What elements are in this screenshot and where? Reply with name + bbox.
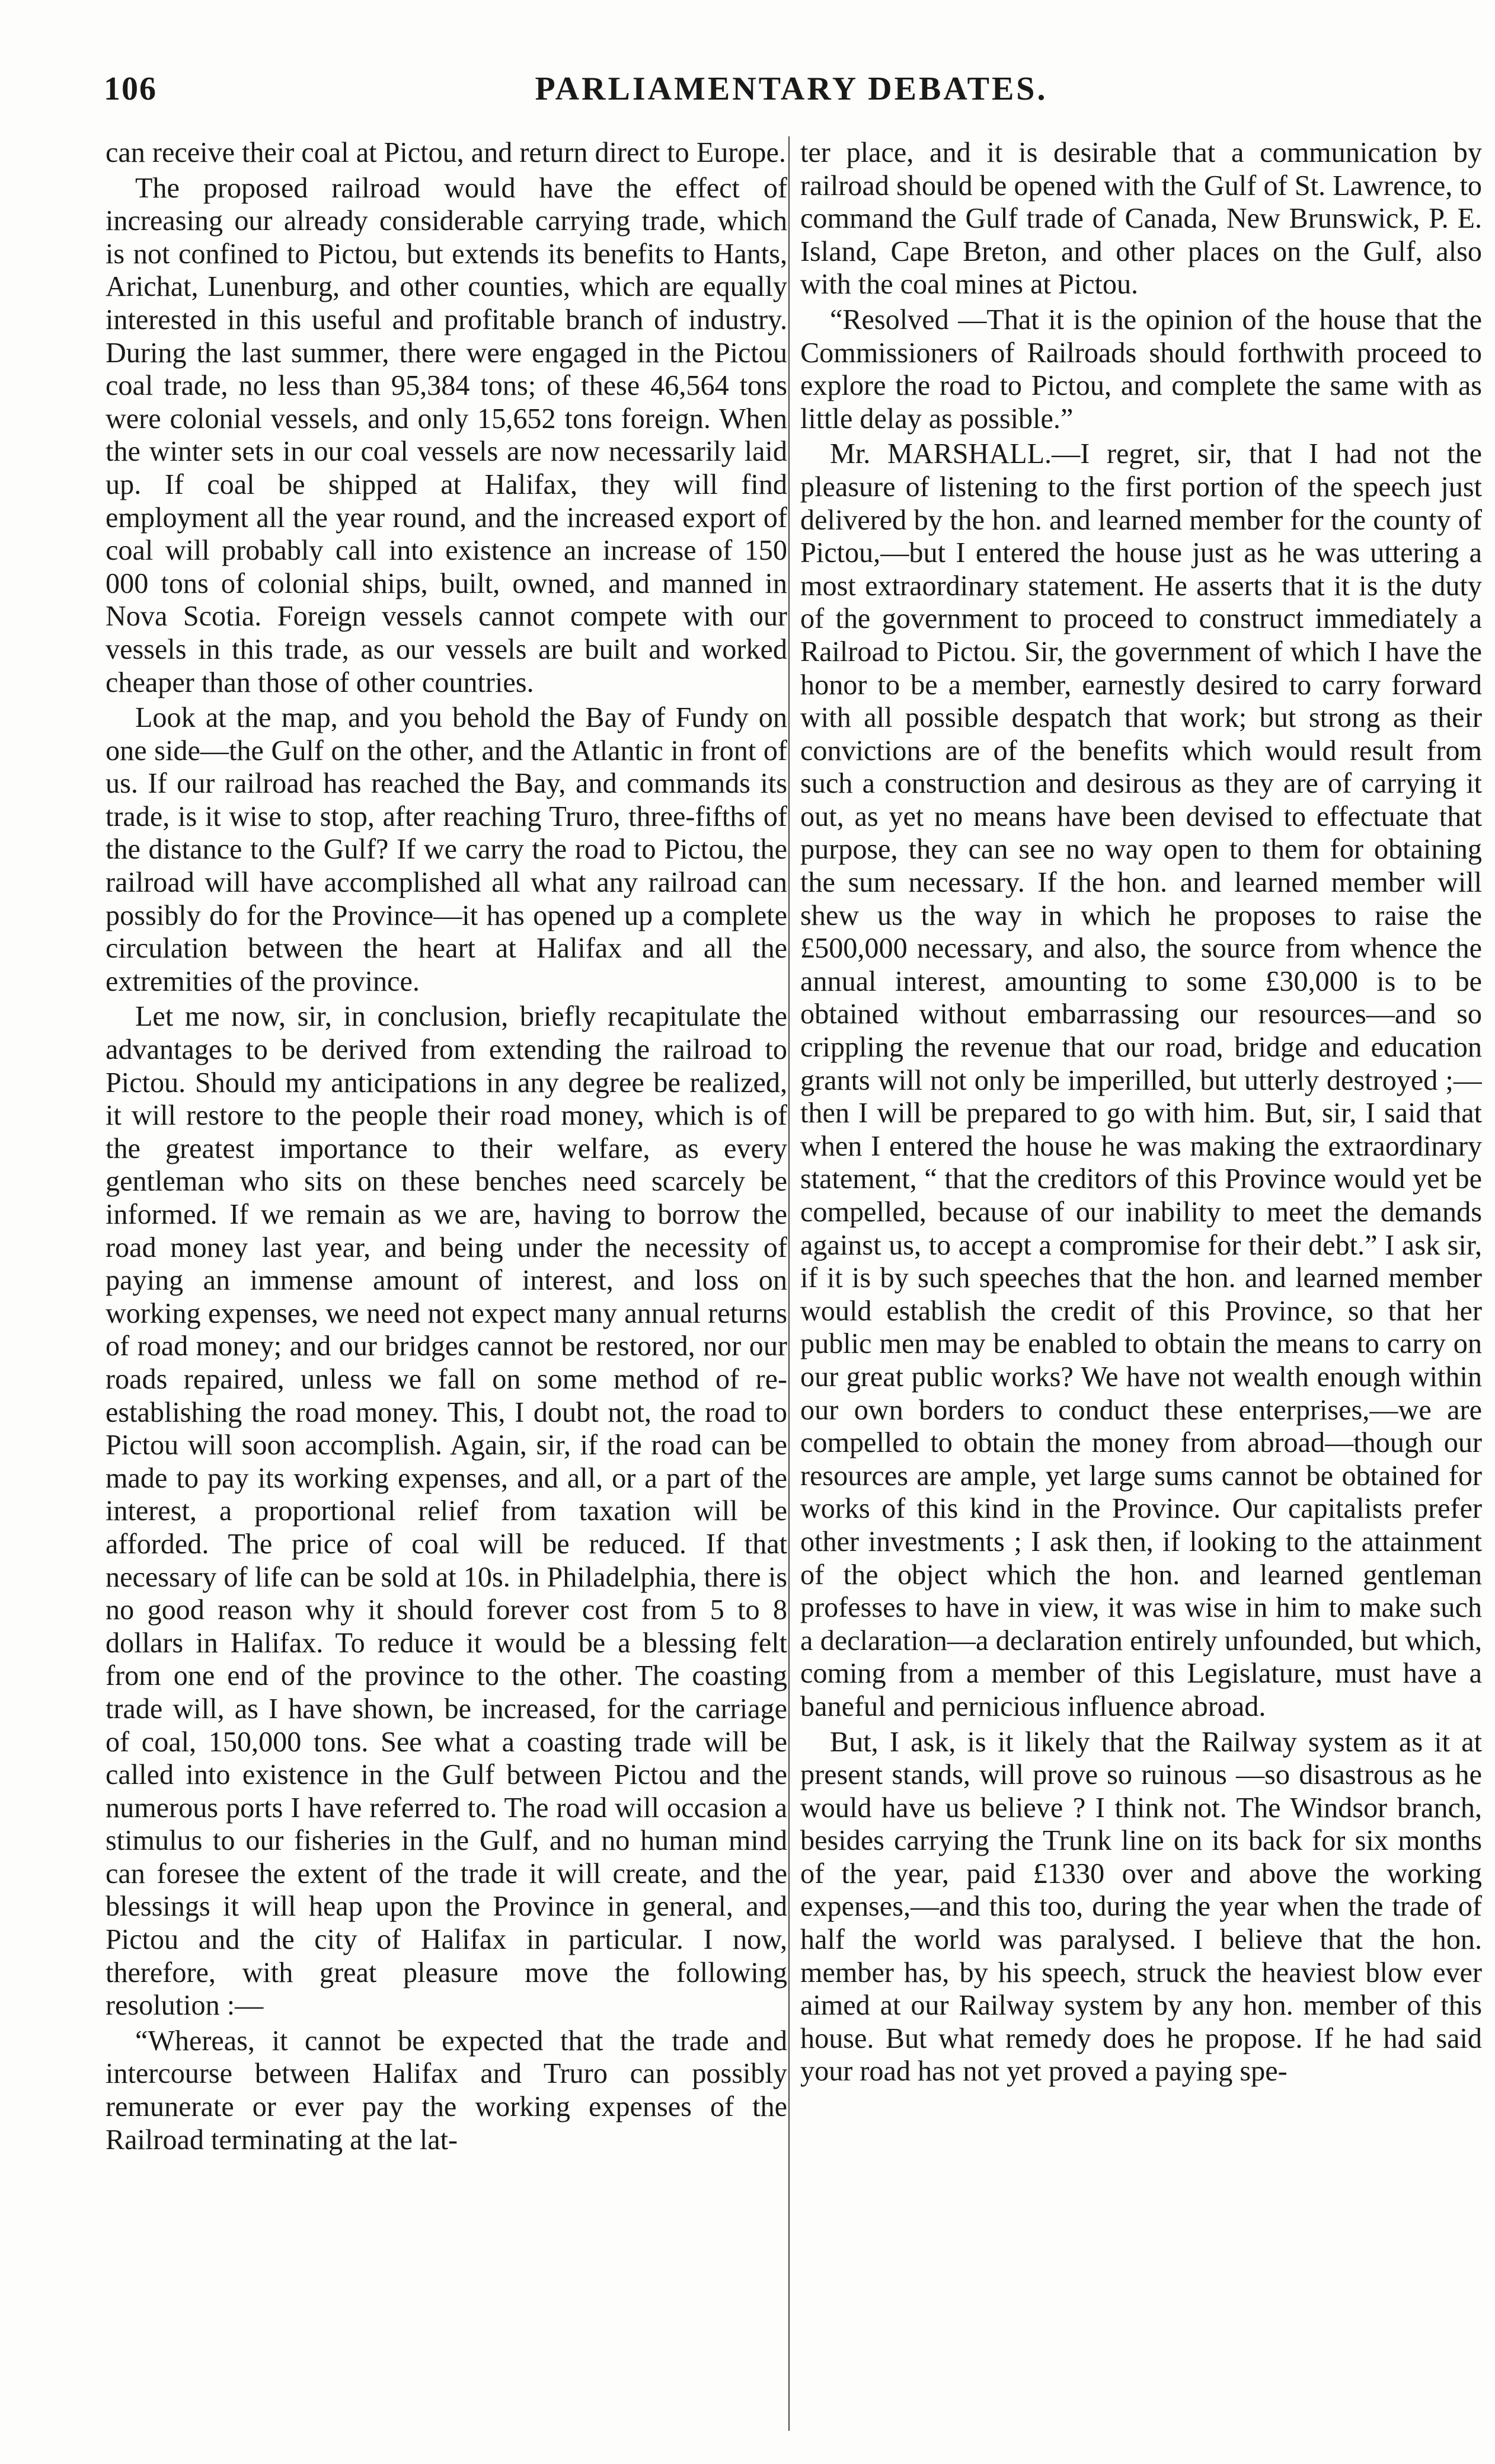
paragraph: Look at the map, and you behold the Bay of Fundy on one side—the Gulf on the other, and the Atlantic in front of us. If our railroad has reached the Bay, and commands its trade, is it wise to stop, after reaching Truro, three-fifths of the distance to the Gulf? If we carry the road to Pictou, the railroad will have accomplished all what any railroad can possibly do for the Province—it has opened up a complete circulation between the heart at Halifax and all the extremities of the province. bbox=[106, 702, 787, 997]
speech-paragraph: Mr. MARSHALL.—I regret, sir, that I had not the pleasure of listening to the first portion of the speech just delivered by the hon. and learned member for the county of Pictou,—but I entered the house just as he was uttering a most extraordinary statement. He asserts that it is the duty of the government to proceed to construct immediately a Railroad to Pictou. Sir, the government of which I have the honor to be a member, earnestly desired to carry forward with all possible despatch that work; but strong as their convictions are of the benefits which would result from such a construction and desirous as they are of carrying it out, as yet no means have been devised to effectuate that purpose, they can see no way open to them for obtaining the sum necessary. If the hon. and learned member will shew us the way in which he proposes to raise the £500,000 necessary, and also, the source from whence the annual interest, amounting to some £30,000 is to be obtained without embarrassing our resources—and so crippling the revenue that our road, bridge and education grants will not only be imperilled, but utterly destroyed ;—then I will be prepared to go with him. But, sir, I said that when I entered the house he was making the extraordinary statement, “ that the creditors of this Province would yet be compelled, because of our inability to meet the demands against us, to accept a compromise for their debt.” I ask sir, if it is by such speeches that the hon. and learned member would establish the credit of this Province, so that her public men may be enabled to obtain the means to carry on our great public works? We have not wealth enough within our own borders to conduct these enterprises,—we are compelled to obtain the money from abroad—though our resources are ample, yet large sums cannot be obtained for works of this kind in the Province. Our capitalists prefer other investments ; I ask then, if looking to the attainment of the object which the hon. and learned gentleman professes to have in view, it was wise in him to make such a declaration—a declaration entirely unfounded, but which, coming from a member of this Legislature, must have a baneful and pernicious influence abroad. bbox=[800, 438, 1482, 1722]
page-number: 106 bbox=[104, 71, 157, 107]
paragraph: ter place, and it is desirable that a communication by railroad should be opened with the Gulf of St. Lawrence, to command the Gulf trade of Canada, New Brunswick, P. E. Island, Cape Breton, and other places on the Gulf, also with the coal mines at Pictou. bbox=[800, 137, 1482, 301]
column-divider bbox=[788, 136, 790, 2431]
page-header bbox=[104, 65, 1479, 119]
paragraph: But, I ask, is it likely that the Railway system as it at present stands, will prove so ruinous —so disastrous as he would have us believe ? I think not. The Windsor branch, besides carrying the Trunk line on its back for six months of the year, paid £1330 over and above the working expenses,—and this too, during the year when the trade of half the world was paralysed. I believe that the hon. member has, by his speech, struck the heaviest blow ever aimed at our Railway system by any hon. member of this house. But what remedy does he propose. If he had said your road has not yet proved a paying spe- bbox=[800, 1726, 1482, 2088]
paragraph: The proposed railroad would have the effect of increasing our already considerable carrying trade, which is not confined to Pictou, but extends its benefits to Hants, Arichat, Lunenburg, and other counties, which are equally interested in this useful and profitable branch of industry. During the last summer, there were engaged in the Pictou coal trade, no less than 95,384 tons; of these 46,564 tons were colonial vessels, and only 15,652 tons foreign. When the winter sets in our coal vessels are now necessarily laid up. If coal be shipped at Halifax, they will find employment all the year round, and the increased export of coal will probably call into existence an increase of 150 000 tons of colonial ships, built, owned, and manned in Nova Scotia. Foreign vessels cannot compete with our vessels in this trade, as our vessels are built and worked cheaper than those of other countries. bbox=[106, 172, 787, 698]
paragraph: can receive their coal at Pictou, and return direct to Europe. bbox=[106, 137, 786, 168]
right-column bbox=[800, 136, 1482, 2437]
paragraph: Let me now, sir, in conclusion, briefly recapitulate the advantages to be derived from extending the railroad to Pictou. Should my anticipations in any degree be realized, it will restore to the people their road money, which is of the greatest importance to their welfare, as every gentleman who sits on these benches need scarcely be informed. If we remain as we are, having to borrow the road money last year, and being under the necessity of paying an immense amount of interest, and loss on working expenses, we need not expect many annual returns of road money; and our bridges cannot be restored, nor our roads repaired, unless we fall on some method of re-establishing the road money. This, I doubt not, the road to Pictou will soon accomplish. Again, sir, if the road can be made to pay its working expenses, and all, or a part of the interest, a proportional relief from taxation will be afforded. The price of coal will be reduced. If that necessary of life can be sold at 10s. in Philadelphia, there is no good reason why it should forever cost from 5 to 8 dollars in Halifax. To reduce it would be a blessing felt from one end of the province to the other. The coasting trade will, as I have shown, be increased, for the carriage of coal, 150,000 tons. See what a coasting trade will be called into existence in the Gulf between Pictou and the numerous ports I have referred to. The road will occasion a stimulus to our fisheries in the Gulf, and no human mind can foresee the extent of the trade it will create, and the blessings it will heap upon the Province in general, and Pictou and the city of Halifax in particular. I now, therefore, with great pleasure move the following resolution :— bbox=[106, 1001, 787, 2022]
resolution-paragraph: “Whereas, it cannot be expected that the trade and intercourse between Halifax and Truro can possibly remunerate or ever pay the working expenses of the Railroad terminating at the lat- bbox=[106, 2025, 787, 2156]
left-column bbox=[106, 136, 787, 2437]
resolved-paragraph: “Resolved —That it is the opinion of the house that the Commissioners of Railroads should forthwith proceed to explore the road to Pictou, and complete the same with as little delay as possible.” bbox=[800, 304, 1482, 435]
running-head: PARLIAMENTARY DEBATES. bbox=[535, 71, 1048, 107]
